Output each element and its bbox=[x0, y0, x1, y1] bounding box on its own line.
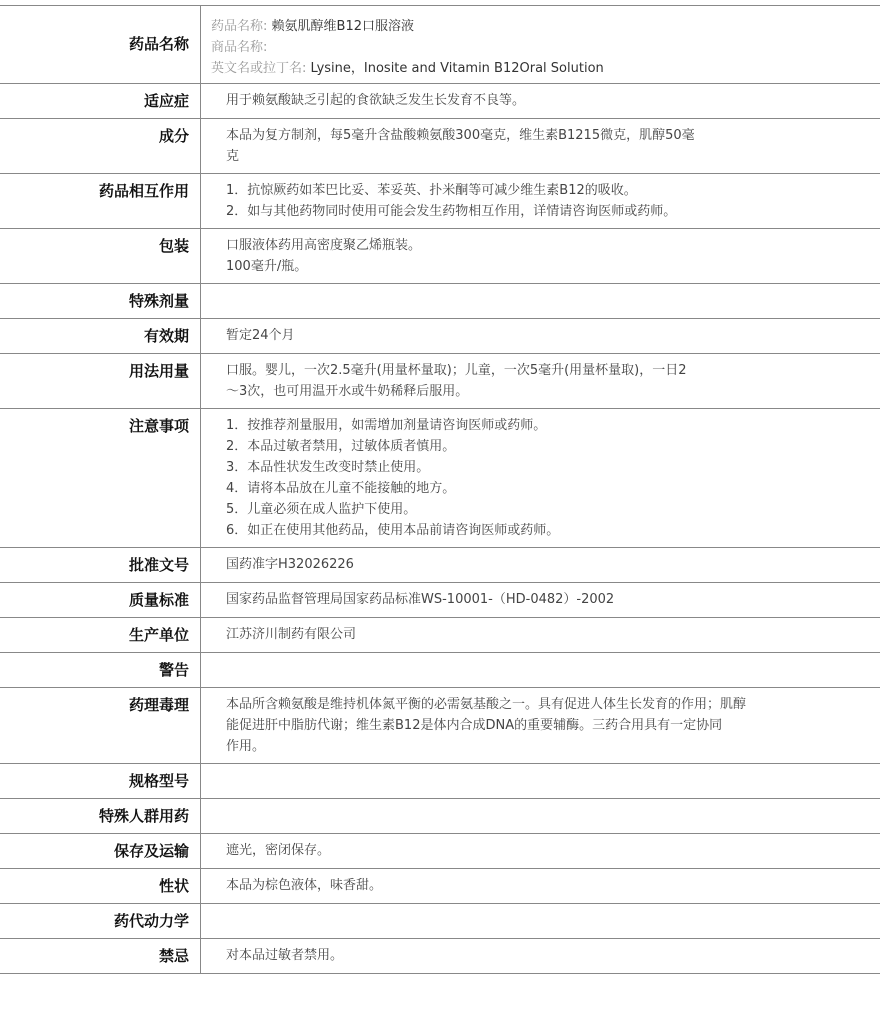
row-value-line: 本品为棕色液体，味香甜。 bbox=[226, 878, 383, 893]
row-label-cell bbox=[0, 834, 201, 869]
drug-name-label: 药品名称 bbox=[128, 35, 189, 53]
info-row bbox=[0, 939, 880, 974]
row-label: 特殊剂量 bbox=[128, 292, 189, 310]
row-label: 批准文号 bbox=[128, 556, 189, 574]
row-label-cell bbox=[0, 119, 201, 174]
row-value-line: 用于赖氨酸缺乏引起的食欲缺乏发生长发育不良等。 bbox=[226, 93, 526, 108]
info-row bbox=[0, 354, 880, 409]
row-label: 有效期 bbox=[143, 327, 189, 345]
row-label: 药理毒理 bbox=[128, 696, 189, 714]
row-value-cell bbox=[201, 904, 880, 939]
row-value-line: 2．本品过敏者禁用，过敏体质者慎用。 bbox=[226, 439, 456, 454]
english-name-key: 英文名或拉丁名: bbox=[211, 61, 307, 76]
info-row bbox=[0, 583, 880, 618]
row-label-cell bbox=[0, 583, 201, 618]
drug-name-row bbox=[0, 6, 880, 84]
row-value-line: 100毫升/瓶。 bbox=[226, 259, 308, 274]
info-row bbox=[0, 174, 880, 229]
row-label: 质量标准 bbox=[128, 591, 189, 609]
generic-name-line bbox=[211, 16, 870, 37]
row-label: 特殊人群用药 bbox=[98, 807, 189, 825]
row-label-cell bbox=[0, 904, 201, 939]
row-value-cell bbox=[201, 84, 880, 119]
row-label: 包装 bbox=[158, 237, 189, 255]
row-value-cell bbox=[201, 548, 880, 583]
generic-name-key: 药品名称: bbox=[211, 19, 268, 34]
info-row bbox=[0, 834, 880, 869]
row-label: 药代动力学 bbox=[113, 912, 189, 930]
row-value-line: 1．按推荐剂量服用，如需增加剂量请咨询医师或药师。 bbox=[226, 418, 547, 433]
row-value-line: ～3次，也可用温开水或牛奶稀释后服用。 bbox=[226, 384, 469, 399]
row-value-line: 口服。婴儿，一次2.5毫升(用量杯量取)；儿童，一次5毫升(用量杯量取)，一日2 bbox=[226, 363, 687, 378]
row-value-cell bbox=[201, 618, 880, 653]
info-row bbox=[0, 764, 880, 799]
row-value-cell bbox=[201, 6, 880, 84]
info-row bbox=[0, 548, 880, 583]
row-label-cell bbox=[0, 799, 201, 834]
row-value-cell bbox=[201, 688, 880, 764]
row-value-cell bbox=[201, 583, 880, 618]
row-label: 性状 bbox=[158, 877, 189, 895]
info-row bbox=[0, 618, 880, 653]
row-value-line: 2．如与其他药物同时使用可能会发生药物相互作用，详情请咨询医师或药师。 bbox=[226, 204, 677, 219]
row-value-cell bbox=[201, 229, 880, 284]
row-label: 药品相互作用 bbox=[98, 182, 189, 200]
row-value-line: 1．抗惊厥药如苯巴比妥、苯妥英、扑米酮等可减少维生素B12的吸收。 bbox=[226, 183, 637, 198]
row-label-cell bbox=[0, 653, 201, 688]
row-value-cell bbox=[201, 764, 880, 799]
row-label: 成分 bbox=[158, 127, 189, 145]
row-value-line: 能促进肝中脂肪代谢；维生素B12是体内合成DNA的重要辅酶。三药合用具有一定协同 bbox=[226, 718, 723, 733]
row-value-line: 4．请将本品放在儿童不能接触的地方。 bbox=[226, 481, 456, 496]
row-value-line: 本品为复方制剂，每5毫升含盐酸赖氨酸300毫克，维生素B1215微克，肌醇50毫 bbox=[226, 128, 695, 143]
row-value-cell bbox=[201, 869, 880, 904]
row-label: 保存及运输 bbox=[113, 842, 189, 860]
row-label-cell bbox=[0, 6, 201, 84]
row-label-cell bbox=[0, 174, 201, 229]
info-row bbox=[0, 229, 880, 284]
trade-name-key: 商品名称: bbox=[211, 40, 268, 55]
row-label-cell bbox=[0, 354, 201, 409]
row-value-line: 作用。 bbox=[226, 739, 266, 754]
row-value-cell bbox=[201, 939, 880, 974]
info-row bbox=[0, 799, 880, 834]
row-label: 适应症 bbox=[143, 92, 189, 110]
row-label-cell bbox=[0, 618, 201, 653]
row-value-cell bbox=[201, 284, 880, 319]
info-row bbox=[0, 904, 880, 939]
row-label-cell bbox=[0, 548, 201, 583]
row-value-cell bbox=[201, 319, 880, 354]
row-value-line: 6．如正在使用其他药品，使用本品前请咨询医师或药师。 bbox=[226, 523, 560, 538]
info-row bbox=[0, 653, 880, 688]
row-value-line: 本品所含赖氨酸是维持机体氮平衡的必需氨基酸之一。具有促进人体生长发育的作用；肌醇 bbox=[226, 697, 747, 712]
english-name-line bbox=[211, 58, 870, 79]
row-label: 用法用量 bbox=[128, 362, 189, 380]
row-value-line: 暂定24个月 bbox=[226, 328, 295, 343]
drug-info-table bbox=[0, 5, 880, 974]
row-value-line: 江苏济川制药有限公司 bbox=[226, 627, 357, 642]
row-value-cell bbox=[201, 799, 880, 834]
row-label: 注意事项 bbox=[128, 417, 189, 435]
row-value-line: 克 bbox=[226, 149, 240, 164]
row-value-cell bbox=[201, 834, 880, 869]
trade-name-line bbox=[211, 37, 870, 58]
info-row bbox=[0, 84, 880, 119]
english-name-value: Lysine，Inosite and Vitamin B12Oral Solution bbox=[310, 61, 604, 76]
row-label-cell bbox=[0, 869, 201, 904]
info-row bbox=[0, 284, 880, 319]
row-value-line: 遮光，密闭保存。 bbox=[226, 843, 331, 858]
row-label-cell bbox=[0, 229, 201, 284]
row-value-line: 3．本品性状发生改变时禁止使用。 bbox=[226, 460, 430, 475]
row-label-cell bbox=[0, 688, 201, 764]
row-value-cell bbox=[201, 409, 880, 548]
row-label-cell bbox=[0, 939, 201, 974]
row-value-line: 口服液体药用高密度聚乙烯瓶装。 bbox=[226, 238, 422, 253]
info-row bbox=[0, 409, 880, 548]
generic-name-value: 赖氨肌醇维B12口服溶液 bbox=[271, 19, 414, 34]
info-row bbox=[0, 688, 880, 764]
row-label: 生产单位 bbox=[128, 626, 189, 644]
row-label: 规格型号 bbox=[128, 772, 189, 790]
row-value-cell bbox=[201, 354, 880, 409]
row-value-cell bbox=[201, 653, 880, 688]
info-row bbox=[0, 119, 880, 174]
row-label-cell bbox=[0, 284, 201, 319]
row-value-cell bbox=[201, 119, 880, 174]
row-label: 禁忌 bbox=[158, 947, 189, 965]
row-label: 警告 bbox=[158, 661, 189, 679]
row-label-cell bbox=[0, 409, 201, 548]
row-label-cell bbox=[0, 764, 201, 799]
row-label-cell bbox=[0, 84, 201, 119]
info-row bbox=[0, 869, 880, 904]
info-row bbox=[0, 319, 880, 354]
row-value-cell bbox=[201, 174, 880, 229]
row-value-line: 对本品过敏者禁用。 bbox=[226, 948, 344, 963]
row-value-line: 5．儿童必须在成人监护下使用。 bbox=[226, 502, 417, 517]
row-value-line: 国药准字H32026226 bbox=[226, 557, 354, 572]
row-value-line: 国家药品监督管理局国家药品标准WS-10001-（HD-0482）-2002 bbox=[226, 592, 615, 607]
row-label-cell bbox=[0, 319, 201, 354]
